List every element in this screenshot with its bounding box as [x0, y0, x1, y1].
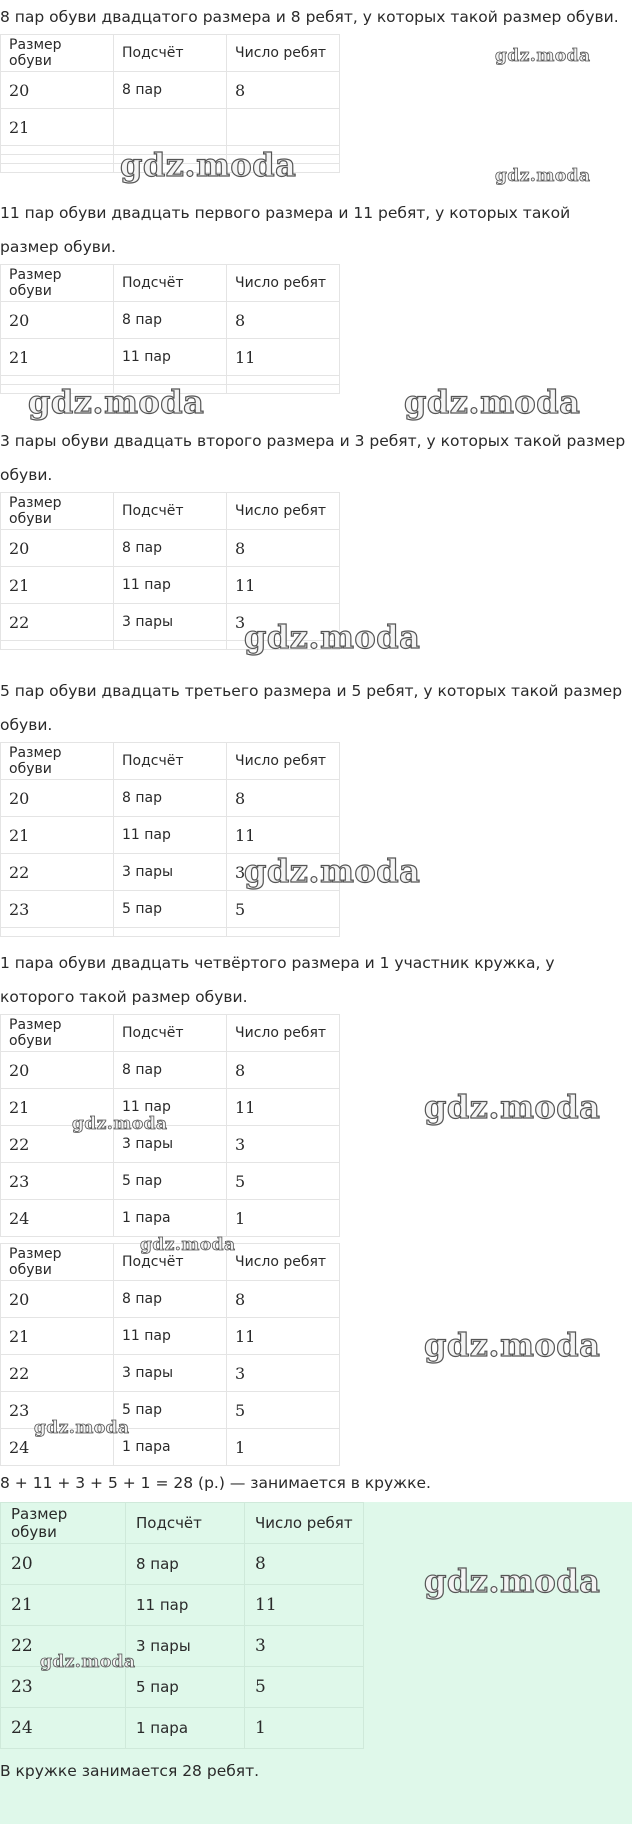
cell: 21 [1, 1089, 114, 1126]
cell: 20 [1, 72, 114, 109]
cell: 23 [1, 1163, 114, 1200]
cell: 5 пар [114, 891, 227, 928]
cell: 5 пар [126, 1667, 245, 1708]
cell: 20 [1, 302, 114, 339]
header-kids: Число ребят [227, 35, 340, 72]
final-table [0, 1502, 364, 1749]
cell: 20 [1, 1544, 126, 1585]
cell: 5 [245, 1667, 364, 1708]
watermark: gdz.moda [72, 1114, 168, 1134]
cell: 3 [227, 854, 340, 891]
header-count: Подсчёт [114, 1244, 227, 1281]
cell: 8 [227, 780, 340, 817]
header-count: Подсчёт [114, 1015, 227, 1052]
cell: 21 [1, 567, 114, 604]
cell: 3 пары [114, 1126, 227, 1163]
watermark: gdz.moda [404, 383, 581, 421]
cell: 11 [227, 1318, 340, 1355]
header-kids: Число ребят [227, 743, 340, 780]
cell: 5 [227, 1163, 340, 1200]
paragraph-4: 5 пар обуви двадцать третьего размера и 5 ребят, у которых такой размер обуви. [0, 682, 623, 734]
sum-line: 8 + 11 + 3 + 5 + 1 = 28 (р.) — занимается в кружке. [0, 1474, 431, 1492]
paragraph-2: 11 пар обуви двадцать первого размера и 11 ребят, у которых такой размер обуви. [0, 204, 571, 256]
cell: 21 [1, 109, 114, 146]
header-size: Размер обуви [1, 493, 114, 530]
cell: 8 пар [114, 302, 227, 339]
cell [114, 109, 227, 146]
cell: 21 [1, 1318, 114, 1355]
header-count: Подсчёт [114, 265, 227, 302]
cell: 11 [245, 1585, 364, 1626]
cell: 8 пар [126, 1544, 245, 1585]
cell: 3 пары [114, 854, 227, 891]
cell: 22 [1, 1626, 126, 1667]
cell: 8 [227, 302, 340, 339]
cell: 20 [1, 1052, 114, 1089]
cell: 8 [227, 1281, 340, 1318]
cell: 5 пар [114, 1392, 227, 1429]
cell: 11 [227, 339, 340, 376]
watermark: gdz.moda [28, 383, 205, 421]
paragraph-3: 3 пары обуви двадцать второго размера и 3 ребят, у которых такой размер обуви. [0, 432, 626, 484]
cell: 1 [227, 1429, 340, 1466]
cell: 23 [1, 891, 114, 928]
cell: 3 пары [126, 1626, 245, 1667]
header-size: Размер обуви [1, 743, 114, 780]
cell: 23 [1, 1392, 114, 1429]
header-kids: Число ребят [227, 1244, 340, 1281]
cell: 20 [1, 780, 114, 817]
cell: 20 [1, 1281, 114, 1318]
cell: 24 [1, 1200, 114, 1237]
table-4 [0, 742, 340, 937]
watermark: gdz.moda [495, 166, 591, 186]
cell: 1 пара [114, 1200, 227, 1237]
cell: 22 [1, 604, 114, 641]
cell: 5 [227, 891, 340, 928]
header-count: Подсчёт [126, 1503, 245, 1544]
cell: 3 пары [114, 1355, 227, 1392]
cell: 11 [227, 567, 340, 604]
cell: 11 [227, 817, 340, 854]
cell: 3 [227, 1126, 340, 1163]
cell: 3 [245, 1626, 364, 1667]
cell: 22 [1, 1355, 114, 1392]
header-size: Размер обуви [1, 1015, 114, 1052]
cell: 21 [1, 817, 114, 854]
cell: 5 [227, 1392, 340, 1429]
cell: 8 [245, 1544, 364, 1585]
cell: 23 [1, 1667, 126, 1708]
table-2 [0, 264, 340, 394]
cell: 11 пар [114, 1318, 227, 1355]
cell: 11 [227, 1089, 340, 1126]
header-count: Подсчёт [114, 493, 227, 530]
cell: 1 пара [114, 1429, 227, 1466]
cell: 8 [227, 530, 340, 567]
paragraph-5: 1 пара обуви двадцать четвёртого размера и 1 участник кружка, у которого такой размер обуви. [0, 954, 555, 1006]
watermark: gdz.moda [244, 618, 421, 656]
cell: 1 [227, 1200, 340, 1237]
cell: 11 пар [114, 567, 227, 604]
header-kids: Число ребят [227, 493, 340, 530]
cell: 11 пар [114, 817, 227, 854]
cell: 11 пар [114, 339, 227, 376]
table-5 [0, 1014, 340, 1237]
cell [227, 109, 340, 146]
cell: 24 [1, 1429, 114, 1466]
watermark: gdz.moda [495, 46, 591, 66]
cell: 1 пара [126, 1708, 245, 1749]
cell: 22 [1, 1126, 114, 1163]
header-kids: Число ребят [245, 1503, 364, 1544]
watermark: gdz.moda [120, 146, 297, 184]
header-kids: Число ребят [227, 1015, 340, 1052]
answer-text: В кружке занимается 28 ребят. [0, 1762, 260, 1780]
cell: 8 [227, 72, 340, 109]
header-count: Подсчёт [114, 35, 227, 72]
cell: 24 [1, 1708, 126, 1749]
cell: 8 пар [114, 530, 227, 567]
cell: 8 пар [114, 780, 227, 817]
header-kids: Число ребят [227, 265, 340, 302]
cell: 20 [1, 530, 114, 567]
header-size: Размер обуви [1, 1244, 114, 1281]
cell: 8 пар [114, 72, 227, 109]
paragraph-1: 8 пар обуви двадцатого размера и 8 ребят, у которых такой размер обуви. [0, 8, 619, 26]
cell: 8 пар [114, 1281, 227, 1318]
header-count: Подсчёт [114, 743, 227, 780]
watermark: gdz.moda [424, 1088, 601, 1126]
cell: 22 [1, 854, 114, 891]
cell: 11 пар [114, 1089, 227, 1126]
watermark: gdz.moda [40, 1652, 136, 1672]
header-size: Размер обуви [1, 35, 114, 72]
cell: 8 пар [114, 1052, 227, 1089]
cell: 21 [1, 339, 114, 376]
cell: 3 [227, 604, 340, 641]
watermark: gdz.moda [140, 1235, 236, 1255]
cell: 5 пар [114, 1163, 227, 1200]
cell: 3 [227, 1355, 340, 1392]
cell: 8 [227, 1052, 340, 1089]
cell: 3 пары [114, 604, 227, 641]
watermark: gdz.moda [34, 1418, 130, 1438]
watermark: gdz.moda [244, 852, 421, 890]
watermark: gdz.moda [424, 1562, 601, 1600]
header-size: Размер обуви [1, 265, 114, 302]
watermark: gdz.moda [424, 1326, 601, 1364]
header-size: Размер обуви [1, 1503, 126, 1544]
cell: 1 [245, 1708, 364, 1749]
cell: 11 пар [126, 1585, 245, 1626]
cell: 21 [1, 1585, 126, 1626]
